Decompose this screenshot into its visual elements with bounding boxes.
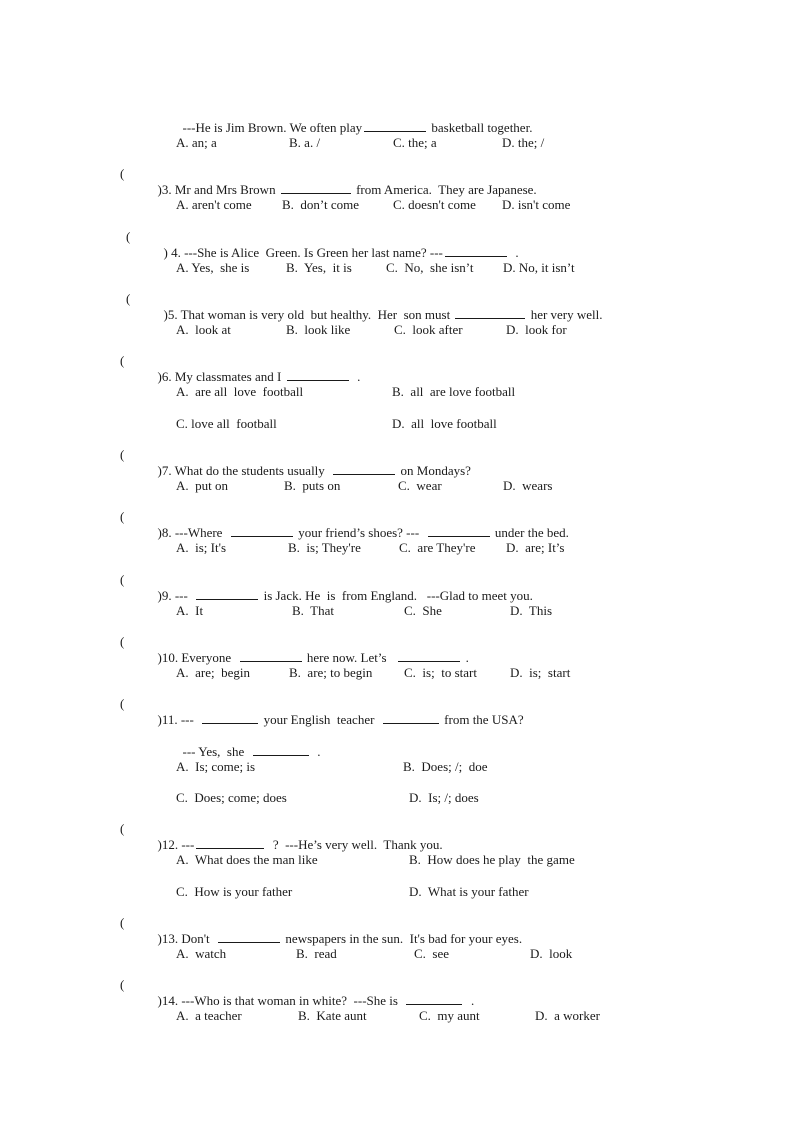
answer-paren: ( (120, 509, 125, 524)
answer-blank (202, 712, 258, 724)
option-b: B. don’t come (282, 197, 360, 212)
answer-blank (281, 182, 351, 194)
option-a: A. What does the man like (176, 852, 318, 867)
answer-paren: ( (126, 291, 131, 306)
option-c: C. How is your father (176, 884, 293, 899)
option-d: D. Is; /; does (409, 790, 479, 805)
answer-blank (455, 307, 525, 319)
option-a: A. an; a (176, 135, 217, 150)
question-6-stem: )6. My classmates and I . (157, 369, 361, 384)
question-3-stem: )3. Mr and Mrs Brown from America. They are Japanese. (157, 182, 537, 197)
answer-paren: ( (120, 572, 125, 587)
option-d: D. This (510, 603, 553, 618)
question-9-stem: )9. --- is Jack. He is from England. ---Glad to meet you. (157, 588, 533, 603)
option-d: D. What is your father (409, 884, 529, 899)
option-b: B. How does he play the game (409, 852, 575, 867)
option-d: D. wears (503, 478, 553, 493)
answer-paren: ( (120, 821, 125, 836)
answer-blank (398, 650, 460, 662)
option-c: C. see (414, 946, 450, 961)
answer-blank (218, 931, 280, 943)
answer-blank (406, 993, 462, 1005)
option-b: B. a. / (289, 135, 321, 150)
answer-blank (231, 525, 293, 537)
question-11-stem: )11. --- your English teacher from the USA? (157, 712, 524, 727)
answer-blank (287, 369, 349, 381)
answer-paren: ( (120, 353, 125, 368)
option-b: B. puts on (284, 478, 341, 493)
option-a: A. Is; come; is (176, 759, 256, 774)
answer-blank (196, 837, 264, 849)
option-a: A. look at (176, 322, 231, 337)
option-b: B. is; They're (288, 540, 361, 555)
option-c: C. look after (394, 322, 463, 337)
option-b: B. Kate aunt (298, 1008, 367, 1023)
option-c: C. Does; come; does (176, 790, 287, 805)
option-d: D. isn't come (502, 197, 571, 212)
answer-paren: ( (126, 229, 131, 244)
question-10-stem: )10. Everyone here now. Let’s . (157, 650, 469, 665)
option-b: B. That (292, 603, 335, 618)
answer-blank (383, 712, 439, 724)
option-a: A. a teacher (176, 1008, 242, 1023)
answer-paren: ( (120, 977, 125, 992)
answer-paren: ( (120, 166, 125, 181)
answer-blank (253, 744, 309, 756)
option-c: C. doesn't come (393, 197, 476, 212)
question-14-stem: )14. ---Who is that woman in white? ---She is . (157, 993, 475, 1008)
answer-paren: ( (120, 696, 125, 711)
option-b: B. all are love football (392, 384, 516, 399)
answer-blank (196, 588, 258, 600)
question-13-stem: )13. Don't newspapers in the sun. It's bad for your eyes. (157, 931, 523, 946)
option-c: C. She (404, 603, 442, 618)
option-d: D. look (530, 946, 573, 961)
answer-paren: ( (120, 915, 125, 930)
question-8-stem: )8. ---Where your friend’s shoes? --- under the bed. (157, 525, 569, 540)
option-c: C. love all football (176, 416, 277, 431)
answer-blank (240, 650, 302, 662)
option-b: B. are; to begin (289, 665, 373, 680)
option-d: D. No, it isn’t (503, 260, 575, 275)
option-a: A. are all love football (176, 384, 304, 399)
option-d: D. all love football (392, 416, 497, 431)
question-11-reply: --- Yes, she . (182, 744, 321, 759)
option-b: B. look like (286, 322, 351, 337)
option-d: D. a worker (535, 1008, 600, 1023)
question-4-stem: ) 4. ---She is Alice Green. Is Green her last name? --- . (163, 245, 519, 260)
option-a: A. watch (176, 946, 227, 961)
answer-blank (364, 120, 426, 132)
option-a: A. is; It's (176, 540, 227, 555)
option-c: C. are They're (399, 540, 476, 555)
option-c: C. is; to start (404, 665, 477, 680)
option-a: A. It (176, 603, 204, 618)
option-d: D. are; It’s (506, 540, 565, 555)
question-7-stem: )7. What do the students usually on Mondays? (157, 463, 471, 478)
option-c: C. No, she isn’t (386, 260, 474, 275)
option-d: D. is; start (510, 665, 571, 680)
option-c: C. the; a (393, 135, 437, 150)
question-12-stem: )12. --- ? ---He’s very well. Thank you. (157, 837, 443, 852)
option-b: B. Yes, it is (286, 260, 352, 275)
answer-paren: ( (120, 447, 125, 462)
option-b: B. read (296, 946, 337, 961)
option-d: D. the; / (502, 135, 545, 150)
option-c: C. wear (398, 478, 442, 493)
option-c: C. my aunt (419, 1008, 480, 1023)
question-2-stem: ---He is Jim Brown. We often play basketball together. (182, 120, 533, 135)
answer-paren: ( (120, 634, 125, 649)
option-b: B. Does; /; doe (403, 759, 488, 774)
answer-blank (333, 463, 395, 475)
option-a: A. Yes, she is (176, 260, 250, 275)
option-a: A. put on (176, 478, 228, 493)
answer-blank (428, 525, 490, 537)
question-5-stem: )5. That woman is very old but healthy. Her son must her very well. (163, 307, 603, 322)
option-a: A. are; begin (176, 665, 251, 680)
answer-blank (445, 245, 507, 257)
option-d: D. look for (506, 322, 567, 337)
option-a: A. aren't come (176, 197, 252, 212)
